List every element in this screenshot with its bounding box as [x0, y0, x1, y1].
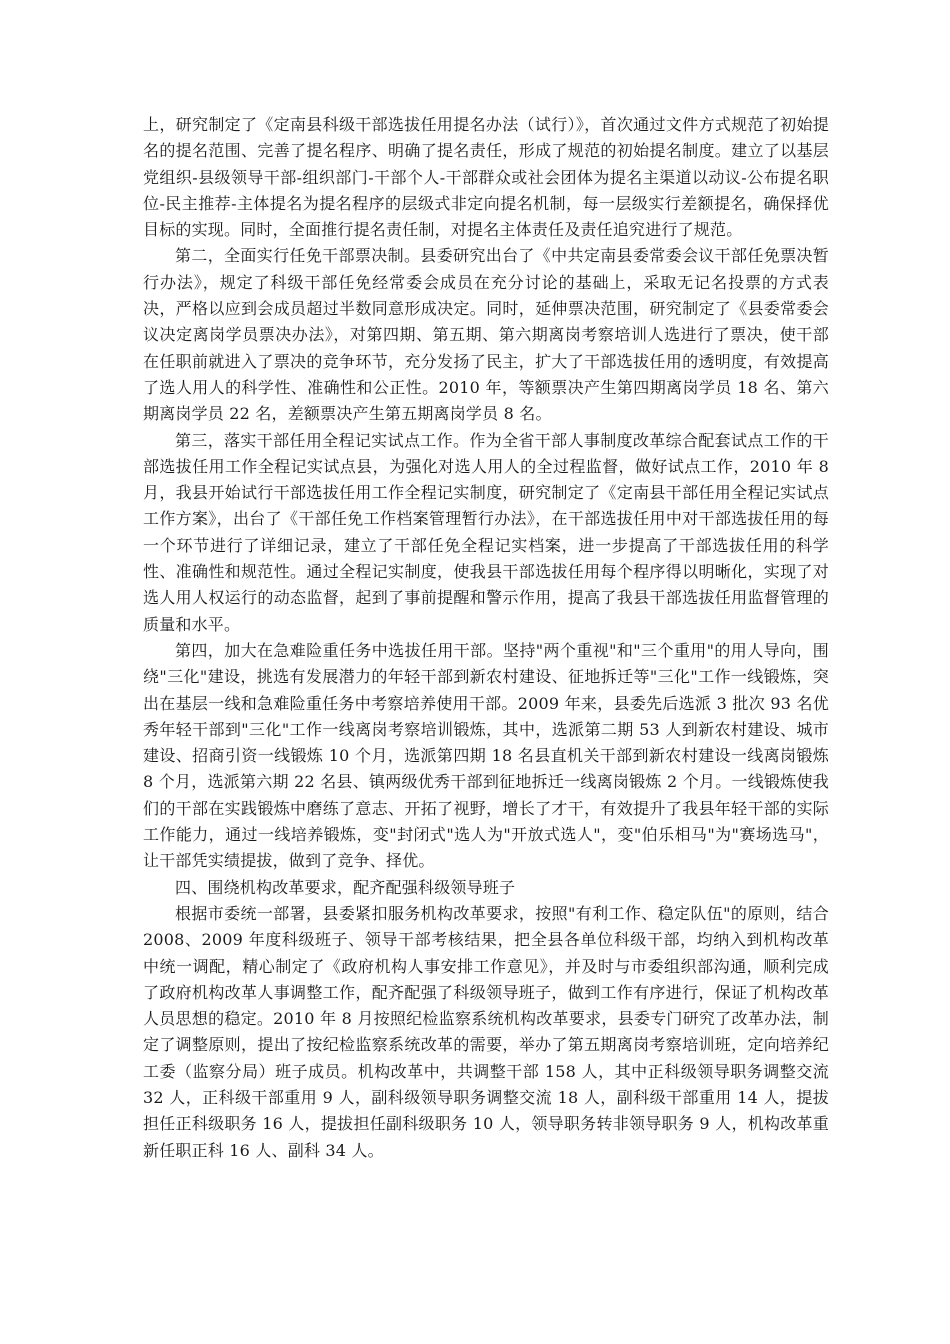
paragraph-fourth: 第四，加大在急难险重任务中选拔任用干部。坚持"两个重视"和"三个重用"的用人导向，围绕"三化"建设，挑选有发展潜力的年轻干部到新农村建设、征地拆迁等"三化"工作一线锻炼，突出在基层一线和急难险重任务中考察培养使用干部。2009 年来，县委先后选派 3 批次 93 名优秀年轻干部到"三化"工作一线离岗考察培训锻炼，其中，选派第二期 53 人到新农村建设、城市建设、招商引资一线锻炼 10 个月，选派第四期 18 名县直机关干部到新农村建设一线离岗锻炼 8 个月，选派第六期 22 名县、镇两级优秀干部到征地拆迁一线离岗锻炼 2 个月。一线锻炼使我们的干部在实践锻炼中磨练了意志、开拓了视野，增长了才干，有效提升了我县年轻干部的实际工作能力，通过一线培养锻炼，变"封闭式"选人为"开放式选人"，变"伯乐相马"为"赛场选马"，让干部凭实绩提拔，做到了竞争、择优。 [143, 640, 829, 871]
paragraph-third: 第三，落实干部任用全程记实试点工作。作为全省干部人事制度改革综合配套试点工作的干部选拔任用工作全程记实试点县，为强化对选人用人的全过程监督，做好试点工作，2010 年 8 月，我县开始试行干部选拔任用工作全程记实制度，研究制定了《定南县干部任用全程记实试点工作方案》，出台了《干部任免工作档案管理暂行办法》，在干部选拔任用中对干部选拔任用的每一个环节进行了详细记录，建立了干部任免全程记实档案，进一步提高了干部选拔任用的科学性、准确性和规范性。通过全程记实制度，使我县干部选拔任用每个程序得以明晰化，实现了对选人用人权运行的动态监督，起到了事前提醒和警示作用，提高了我县干部选拔任用监督管理的质量和水平。 [143, 430, 829, 634]
section-heading: 四、围绕机构改革要求，配齐配强科级领导班子 [175, 877, 516, 897]
paragraph-section-four: 根据市委统一部署，县委紧扣服务机构改革要求，按照"有利工作、稳定队伍"的原则，结合 2008、2009 年度科级班子、领导干部考核结果，把全县各单位科级干部，均纳入到机构改革中统一调配，精心制定了《政府机构人事安排工作意见》，并及时与市委组织部沟通，顺利完成了政府机构改革人事调整工作，配齐配强了科级领导班子，做到工作有序进行，保证了机构改革人员思想的稳定。2010 年 8 月按照纪检监察系统机构改革要求，县委专门研究了改革办法，制定了调整原则，提出了按纪检监察系统改革的需要，举办了第五期离岗考察培训班，定向培养纪工委（监察分局）班子成员。机构改革中，共调整干部 158 人，其中正科级领导职务调整交流 32 人，正科级干部重用 9 人，副科级领导职务调整交流 18 人，副科级干部重用 14 人，提拔担任正科级职务 16 人，提拔担任副科级职务 10 人，领导职务转非领导职务 9 人，机构改革重新任职正科 16 人、副科 34 人。 [143, 903, 829, 1160]
paragraph-continuation: 上，研究制定了《定南县科级干部选拔任用提名办法（试行）》，首次通过文件方式规范了初始提名的提名范围、完善了提名程序、明确了提名责任，形成了规范的初始提名制度。建立了以基层党组织-县级领导干部-组织部门-干部个人-干部群众或社会团体为提名主渠道以动议-公布提名职位-民主推荐-主体提名为提名程序的层级式非定向提名机制，每一层级实行差额提名，确保择优目标的实现。同时，全面推行提名责任制，对提名主体责任及责任追究进行了规范。 [143, 115, 829, 240]
paragraph-second: 第二，全面实行任免干部票决制。县委研究出台了《中共定南县委常委会议干部任免票决暂行办法》，规定了科级干部任免经常委会成员在充分讨论的基础上，采取无记名投票的方式表决，严格以应到会成员超过半数同意形成决定。同时，延伸票决范围，研究制定了《县委常委会议决定离岗学员票决办法》，对第四期、第五期、第六期离岗考察培训人选进行了票决，使干部在任职前就进入了票决的竞争环节，充分发扬了民主，扩大了干部选拔任用的透明度，有效提高了选人用人的科学性、准确性和公正性。2010 年，等额票决产生第四期离岗学员 18 名、第六期离岗学员 22 名，差额票决产生第五期离岗学员 8 名。 [143, 246, 829, 424]
document-body [143, 112, 829, 1164]
